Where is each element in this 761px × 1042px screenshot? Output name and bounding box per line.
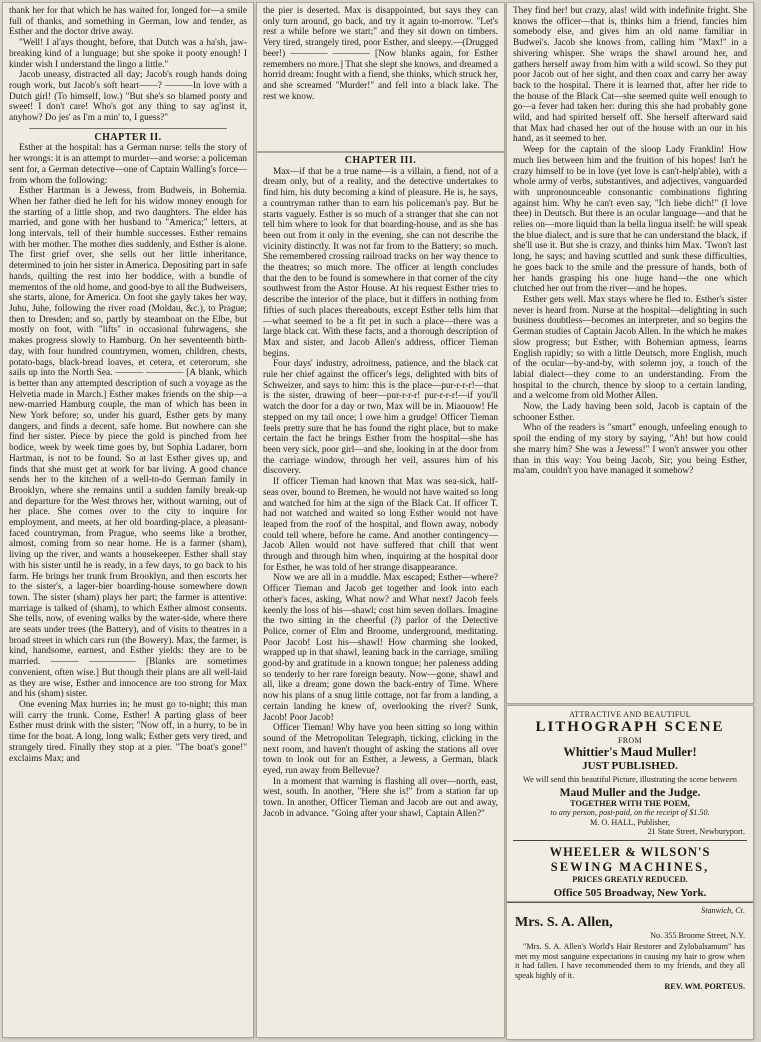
ad-price: to any person, post-paid, on the receipt of $1.50. <box>550 808 710 817</box>
paragraph: If officer Tieman had known that Max was sea-sick, half-seas over, bound to Bremen, he would not have waited so long and watched for him at the sign of the Black Cat. If officer T. had not watched and waited so long Esther would not have leaped from the roof of the hospital, and flown away, nobody could tell where, before he came. And another contingency—Jacob Allen would not have suffered that chill that went through and through him when, inquiring at the hospital door for Esther, he was told of her strange disappearance. <box>263 477 498 573</box>
ad2-name: Mrs. S. A. Allen, <box>515 915 613 930</box>
ad2-place: Stanwich, Ct. <box>701 906 745 915</box>
ad-body: We will send this beautiful Picture, illustrating the scene between <box>523 775 737 784</box>
paragraph: Esther Hartman is a Jewess, from Budweis, in Bohemia. When her father died he left for his widow money enough for the starting of a little shop, and two daughters. The elder has married, and gone with her husband to "America;" letters, at long intervals, tell of their humble successes. Esther remains with her mother. The mother dies suddenly, and Esther is alone. The first grief over, she sells out her little inheritance, determined to join her sister in America. Depositing part in safe hands, quilting the rest into her boddice, with a bundle of mementos of the old home, and good-bye to all the Budweisers, she starts, alone, for America. On foot she gayly takes her way, Juhu, Juhe, following the river road (Moldau, &c.), to Prague; then to Dresden; and so, partly by steamboat on the Elbe, but mostly on foot, with "lifts" in occasional fuhrwagens, she makes progress slowly to Hamburg. On her seventeenth birth-day, with four hundred countrymen, women, children, chests, potato-bags, black-bread loaves, et cetera, et ceterorum, she sails up into the North Sea. ——— ———— [A blank, which is better than any attempted description of such a voyage as the Helvetia made in March.] Esther makes friends on the ship—a new-married Hamburg couple, the man of which has been in New York before; so, under his guard, Esther gets by many dangers, and finds a decent, safe home. But nowhere can she find her sister. Piece by piece the gold is pinched from her bodice, week by week time goes by, but Sophia Ladarer, born Hartman, is not to be found. So at last Esther gives up, and finds that she must get at work for bar living. A good chance sends her to the kitchen of a well-to-do German family in Brooklyn, where she remains until a sudden family break-up and departure for the West throws her, without warning, out of her place. She comes over to the city to inquire for employment, and meets, at her old boarding-place, a pleasant-faced countryman, from Prague, who seems like a brother, almost, coming from so near home. He is a farmer (sham), living up the river, and wants a housekeeper. Esther shall stay with his sister until he is ready, in a few days, to go back to his farm. He brings her trunk from Brooklyn, and then escorts her to the sister's, a lager-bier boarding-house somewhere down town. The sister (sham) plays her part; the farmer is attentive: marriage is talked of (sham), to which Esther almost consents. She tells, now, of evening walks by the water-side, where there are seats under trees (the Battery), and of visits to theatres in a broad street in which cars run (the Bowery). Max, the farmer, is kind, handsome, earnest, and Esther yields: they are to be married. ——— ————— [Blanks are sometimes convenient, often wise.] But though their plans are all well-laid as they are wise, Esther and innocence are too strong for Max and his (sham) sister. <box>9 186 247 700</box>
chapter-3-text <box>263 167 498 820</box>
chapter-2-text <box>9 143 247 764</box>
advertisement-lithograph <box>507 706 753 902</box>
ad-prices: PRICES GREATLY REDUCED. <box>572 875 688 884</box>
paragraph: Max—if that be a true name—is a villain, a fiend, not of a dream only, but of a reality, and the detective undertakes to find him, his duty becoming a kind of pleasure. He is, he says, a countryman rather than to earn his policeman's pay. But he starts vaguely. Esther is so much of a stranger that she can not tell him where to look for that boarding-house, and as she has been out from it only in the evening, she can not describe the vicinity distinctly. It was not far from to the Battery; so much. She remembered crossing railroad tracks on her way thence to the theatres; so much more. The officer at length concludes that the den to be found is somewhere in that corner of the city southwest from the Astor House. At his request Esther tries to describe the interior of the place, but it differs in nothing from fifties of such places thereabouts, except Esther tells him that—what seemed to be a fit pet in such a place—there was a large black cat. With these facts, and a thorough description of Max and sister, and Jacob Allen's address, officer Tieman begins. <box>263 166 498 359</box>
paragraph: In a moment that warning is flashing all over—north, east, west, south. In another, "Here she is!" from a station far up town. In another, Officer Tieman and Jacob are out and away, Jacob in advance. "Going after your shawl, Captain Allen?" <box>263 776 498 819</box>
column-3-text <box>507 3 753 477</box>
column-1 <box>3 3 253 1037</box>
ad-divider <box>513 840 747 841</box>
paragraph: Four days' industry, adroitness, patience, and the black cat rule her chief against the officer's legs, delighted with bits of Schweizer, and says to him: this is the place—pur-r-r-r!—that is the sister, drawing of beer—pur-r-r-r! pur-r-r-r!—if you'll watch the door for a day or two, Max will be in. Miaouow! He stepped on my tail once; I owe him a grudge! Officer Tieman feels pretty sure that he has found the right place, but to make certain the fact he brings Esther from the hospital—she has been very sick, poor girl—and she, looking in at the door from the carriage window, through her veil, assures him of his discovery. <box>263 359 498 477</box>
ad-office: Office 505 Broadway, New York. <box>553 886 707 899</box>
paragraph: the pier is deserted. Max is disappointed, but says they can only turn around, go back, and try it again to-morrow. "Let's rest a while before we start;" and they sit down on timbers. Very tired, strangely tired, poor Esther, and sleepy.—(Drugged beer!) ———— ———— [Now blanks again, for Esther remembers no more.] That she slept she knows, and dreamed a horrid dream: fought with a fiend, she thinks, which struck her, and she screamed "Murder!" and fell into a black lake. The rest we know. <box>263 6 498 102</box>
ad-title: Whittier's Maud Muller! <box>563 745 697 759</box>
ad-address: 21 State Street, Newburyport. <box>647 827 745 836</box>
paragraph: Now, the Lady having been sold, Jacob is captain of the schooner Esther. <box>513 402 747 423</box>
column-1-top-text <box>9 6 247 124</box>
chapter-2-heading: CHAPTER II. <box>94 131 162 143</box>
divider <box>29 128 227 129</box>
paragraph: Now we are all in a muddle. Max escaped; Esther—where? Officer Tieman and Jacob get together and look into each other's faces, asking, What now? and What next? Jacob feels keenly the loss of his—shawl; cost him seven dollars. Imagine the two sitting in the cheerful (?) parlor of the Detective Police, corner of Elm and Broome, underground, meditating. Poor Jacob! Lost his—shawl! How charming she looked, wrapped up in that shawl, leaning back in the carriage, smiling good-by and gratitude in a known tongue; her paleness adding so tenderly to her rare foreign beauty. Now—gone, shawl and all, like a dream; gone down the back-entry of Time. Where now his plans of a snug little cottage, not far from a landing, a certain landing he knew of, overlooking the river? Sunk, Jacob! Poor Jacob! <box>263 573 498 723</box>
ad-from: FROM <box>618 736 642 745</box>
paragraph: Esther at the hospital: has a German nurse: tells the story of her wrongs: it is an attempt to murder—and worse: a policeman sent for, a German detective—one of Captain Walling's force—from whom the following: <box>9 143 247 186</box>
paragraph: Officer Tieman! Why have you been sitting so long within sound of the Metropolitan Telegraph, ticking, clicking in the next room, and haven't thought of asking the stations all over town to look out for an Esther, a Jewess, a German, black eyed, run away from Bellevue? <box>263 723 498 777</box>
paragraph: Esther gets well. Max stays where he fled to. Esther's sister never is heard from. Nurse at the hospital—delighting in such business doubtless—becomes an interpreter, and so begins the German studies of Captain Jacob Allen. In the which he makes slow progress; but Esther, with Bohemian aptness, learns English rapidly; so with a little Deutsch, more English, much of the ocular—by-and-by, with solemn joy, a touch of the labial dialect—they come to an understanding. From the hospital to the church, thence by sloop to a certain landing, and a welcome from old Mother Allen. <box>513 294 747 402</box>
paragraph: One evening Max hurries in; he must go to-night; this man will carry the trunk. Come, Esther! A parting glass of beer Esther must drink with the sister; "Now off, in a hurry, to be in time for the boat. A long, long walk; Esther gets very tired, and strangely tired. Finally they stop at a pier. "The boat's gone!" exclaims Max; and <box>9 700 247 764</box>
advertisement-hair-restorer <box>507 902 753 1039</box>
ad-scene: Maud Muller and the Judge. <box>559 786 701 799</box>
column-1-text <box>3 3 253 764</box>
column-2-top-text <box>257 3 504 102</box>
paragraph: They find her! but crazy, alas! wild with indefinite fright. She knows the officer—that is, thinks him a friend, fancies him somebody else, and gives him an old name familiar in Budwei's. Jacob she knows from, calling him "Max!" in a shivering whisper. She wraps the shawl around her, and gathers herself away from him with a wild scowl. So they put poor Jacob out of her sight, and then coax and carry her away back to the hospital. There it is learned that, after her ride to the house of the Black Cat—she seemed quite well enough to go—a fever had taken her: during this she had probably gone wild, and had spirited herself off. She herself afterward said that Max had chased her out of the house with an our in his hand, as it seemed to her. <box>513 6 747 145</box>
ad2-body: "Mrs. S. A. Allen's World's Hair Restorer and Zylobalsamum" has met my most sanguine expectations in causing my hair to grow when it had fallen. I have recommended them to my friends, and they all speak highly of it. <box>515 942 745 980</box>
ad-tagline: ATTRACTIVE AND BEAUTIFUL <box>569 710 691 719</box>
ad-subtitle: JUST PUBLISHED. <box>582 760 678 772</box>
paragraph: thank her for that which he has waited for, longed for—a smile full of thanks, and something in German, low and tender, as Esther and the doctor drive away. <box>9 6 247 38</box>
ad2-signed: REV. WM. PORTEUS. <box>664 982 745 991</box>
paragraph: Weep for the captain of the sloop Lady Franklin! How much lies between him and the fruition of his hopes! Isn't he crazy himself to be in love (yet love is can't-help'able), with a whole army of verbs, substantives, and adjectives, vanguarded with unpronounceable consonantic combinations fighting against him. Why he can't even say, "Ich liebe dich!" (I love thee) in Deutsch. But there is an ocular language—and that he relies on—more liquid than la bella lingua itself: he will speak the blue dialect, and is sure that he can understand the black, if she'll use it. But she is crazy, and thinks him Max. 'Twon't last long, he says; and having scuttled and sunk these difficulties, he goes back to the smile and the pressure of hands, both of her hands grasping his one huge hand—the one which clutched her out from the river—and he hopes. <box>513 145 747 295</box>
chapter-3-heading: CHAPTER III. <box>344 155 417 166</box>
column-3 <box>507 3 753 703</box>
ad-publisher: M. O. HALL, Publisher, <box>590 817 670 827</box>
ad-headline: LITHOGRAPH SCENE <box>535 719 725 735</box>
paragraph: Who of the readers is "smart" enough, unfeeling enough to spoil the ending of my story by saying, "Ah! but how could she marry him? She was a Jewess!" I won't answer you other than in this way: You being Jacob, Sir; you being Esther, ma'am, couldn't you have managed it somehow? <box>513 423 747 477</box>
ad-poem: TOGETHER WITH THE POEM, <box>570 798 690 808</box>
paragraph: Jacob uneasy, distracted all day; Jacob's rough hands doing rough work, but Jacob's soft heart——? ———In love with a Dutch girl! (To himself, low.) "But she's so blamed pooty and sweet! I don't care! Who's got any thing to say ag'inst it, anyhow? Do jes' as I'm a min' to, I guess?" <box>9 70 247 124</box>
column-2 <box>257 153 504 1037</box>
paragraph: "Well! I al'ays thought, before, that Dutch was a ha'sh, jaw-breaking kind of a lunguage; but she spoke it pooty enough! I kinder wish I understand the lingo a little." <box>9 38 247 70</box>
ad2-address: No. 355 Broome Street, N.Y. <box>650 931 745 940</box>
column-2-top <box>257 3 504 151</box>
column-2-text <box>257 153 504 820</box>
ad-product: SEWING MACHINES, <box>550 860 710 874</box>
ad-company: WHEELER & WILSON'S <box>549 845 711 859</box>
